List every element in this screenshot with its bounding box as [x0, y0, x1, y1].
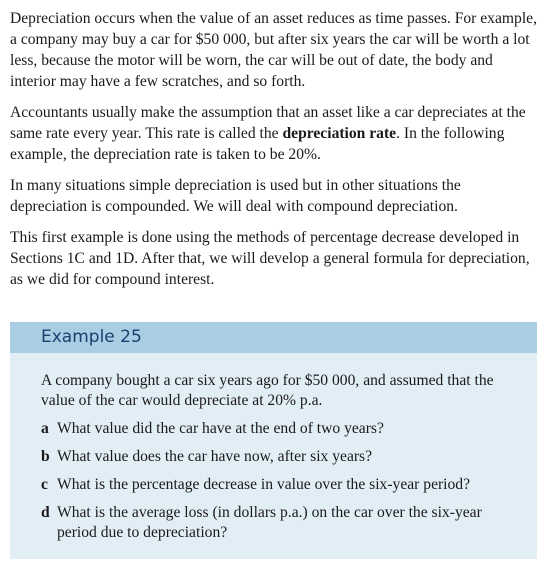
paragraph-methods: This first example is done using the methods of percentage decrease developed in Sections 1C and 1D. After that, we will develop a general formula for depreciation, as we did for compound interest.: [10, 229, 530, 288]
term-depreciation-rate: depreciation rate: [282, 125, 397, 142]
question-letter: c: [41, 476, 48, 493]
question-text: What is the percentage decrease in value over the six-year period?: [57, 476, 471, 493]
paragraph-depreciation-rate-text-1: Accountants usually make the assumption that an asset like a car depreciates at the same rate every year. This rate is called the: [10, 104, 526, 142]
example-intro: A company bought a car six years ago for $50 000, and assumed that the value of the car would depreciate at 20% p.a.: [41, 372, 494, 409]
question-letter: b: [41, 448, 50, 465]
question-text: What is the average loss (in dollars p.a.) on the car over the six-year period due to depreciation?: [57, 504, 482, 541]
question-a: [41, 419, 513, 439]
paragraph-depreciation-rate: [10, 102, 537, 165]
question-c: [41, 475, 513, 495]
question-text: What value did the car have at the end of two years?: [57, 420, 384, 437]
example-title: Example 25: [41, 327, 142, 347]
paragraph-compound-depreciation: In many situations simple depreciation is used but in other situations the depreciation is compounded. We will deal with compound depreciation.: [10, 177, 461, 215]
question-text: What value does the car have now, after six years?: [57, 448, 373, 465]
example-box: [10, 322, 537, 559]
example-header: [10, 322, 537, 353]
paragraph-depreciation-intro: Depreciation occurs when the value of an asset reduces as time passes. For example, a company may buy a car for $50 000, but after six years the car will be worth a lot less, because the motor will be worn, the car will be out of date, the body and interior may have a few scratches, and so forth.: [10, 10, 537, 90]
paragraph-depreciation-rate-text-2: . In the following example, the depreciation rate is taken to be 20%.: [10, 125, 505, 163]
question-b: [41, 447, 513, 467]
question-d: [41, 503, 513, 543]
example-body: [10, 353, 537, 543]
question-letter: a: [41, 420, 49, 437]
question-letter: d: [41, 504, 50, 521]
